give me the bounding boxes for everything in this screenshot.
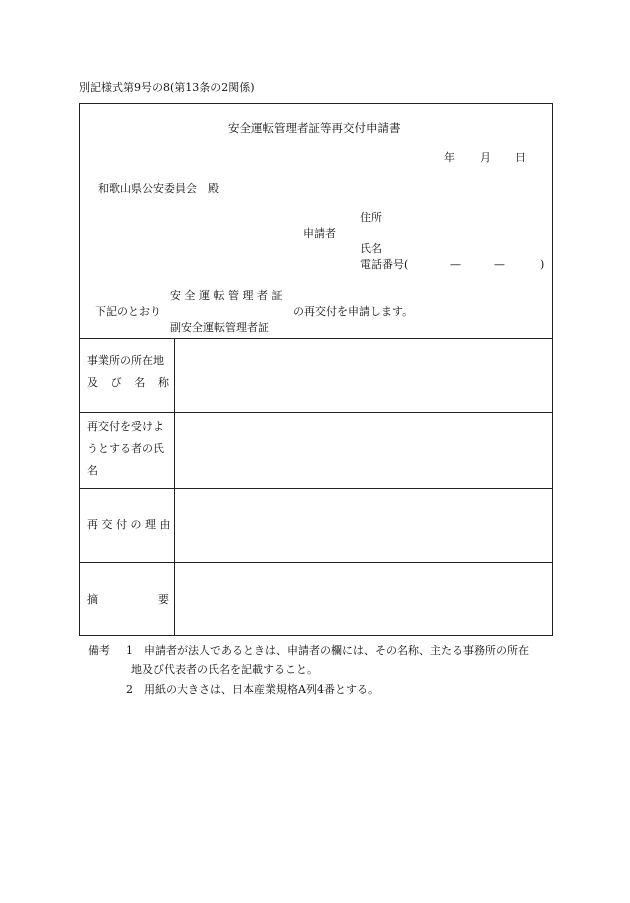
address-label: 住所 bbox=[360, 211, 382, 224]
row-label-office-line2 bbox=[87, 372, 169, 394]
date-day: 日 bbox=[515, 151, 526, 164]
form-title: 安全運転管理者証等再交付申請書 bbox=[228, 121, 401, 135]
application-form-table bbox=[79, 103, 553, 636]
recipient-name-field[interactable] bbox=[175, 413, 552, 488]
char: び bbox=[110, 376, 122, 389]
remark-1-number: 1 bbox=[126, 644, 133, 657]
request-prefix: 下記のとおり bbox=[95, 305, 161, 318]
row-label-recipient-line2: うとする者の氏 bbox=[87, 442, 164, 455]
remark-1-text-cont: 地及び代表者の氏名を記載すること。 bbox=[131, 663, 318, 676]
remark-1-text: 申請者が法人であるときは、申請者の欄には、その名称、主たる事務所の所在 bbox=[144, 644, 529, 657]
request-suffix: の再交付を申請します。 bbox=[293, 305, 414, 318]
row-label-recipient-line3: 名 bbox=[87, 464, 98, 477]
char: 称 bbox=[157, 376, 169, 389]
remarks-heading: 備考 bbox=[88, 644, 110, 657]
remark-2-text: 用紙の大きさは、日本産業規格A列4番とする。 bbox=[144, 683, 379, 696]
reason-field[interactable] bbox=[175, 489, 552, 562]
license-option-1: 安 全 運 転 管 理 者 証 bbox=[170, 289, 283, 302]
phone-dash-1: — bbox=[450, 258, 461, 271]
remark-2-number: 2 bbox=[126, 683, 133, 696]
row-label-summary bbox=[80, 589, 174, 611]
summary-field[interactable] bbox=[175, 563, 552, 636]
phone-label: 電話番号( bbox=[360, 258, 409, 271]
office-field[interactable] bbox=[175, 339, 552, 412]
addressee: 和歌山県公安委員会 殿 bbox=[98, 182, 219, 195]
row-label-office bbox=[80, 350, 174, 394]
char: 要 bbox=[158, 593, 169, 606]
form-id-label: 別記様式第9号の8(第13条の2関係) bbox=[79, 81, 255, 94]
char: 摘 bbox=[87, 593, 98, 606]
row-label-office-line1: 事業所の所在地 bbox=[87, 354, 164, 367]
row-label-summary-text bbox=[87, 589, 169, 611]
date-year: 年 bbox=[444, 151, 455, 164]
date-month: 月 bbox=[480, 151, 491, 164]
license-option-2: 副安全運転管理者証 bbox=[170, 321, 269, 334]
char: 名 bbox=[134, 376, 146, 389]
char: 及 bbox=[87, 376, 98, 389]
row-label-reason bbox=[80, 514, 174, 536]
phone-close-paren: ) bbox=[540, 258, 545, 271]
row-label-recipient bbox=[80, 416, 174, 482]
row-label-recipient-line1: 再交付を受けよ bbox=[87, 420, 164, 433]
applicant-label: 申請者 bbox=[303, 227, 336, 240]
row-label-reason-text: 再 交 付 の 理 由 bbox=[87, 518, 171, 531]
phone-dash-2: — bbox=[494, 258, 505, 271]
name-label: 氏名 bbox=[360, 242, 382, 255]
